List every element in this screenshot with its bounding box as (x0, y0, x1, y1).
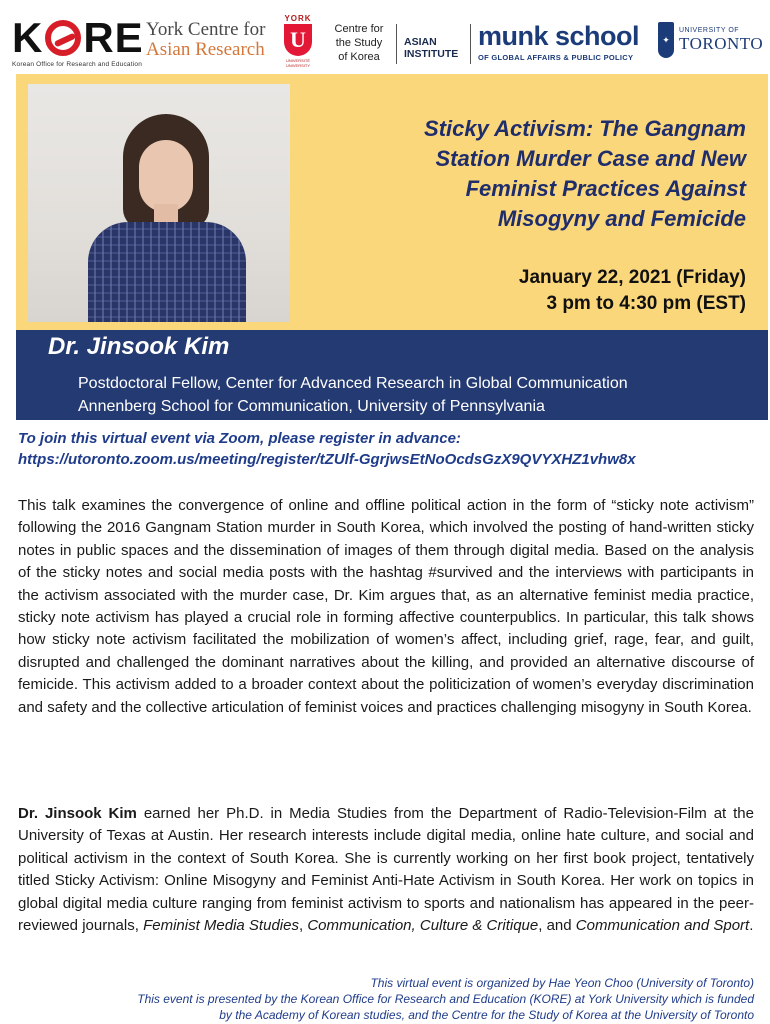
footer-line2: This event is presented by the Korean Office for Research and Education (KORE) at York University which is funded (137, 992, 754, 1006)
uoft-logo (658, 22, 763, 58)
kore-circle-icon (45, 20, 81, 56)
bio-journal-1: Feminist Media Studies (143, 917, 299, 935)
york-shield-icon: U (284, 24, 312, 56)
event-title-line: Sticky Activism: The Gangnam (424, 116, 746, 141)
logo-bar (0, 0, 770, 84)
event-title-line: Misogyny and Femicide (497, 206, 746, 231)
speaker-name: Dr. Jinsook Kim (48, 333, 230, 360)
event-title-line: Feminist Practices Against (465, 176, 746, 201)
bio-sep-2: , and (538, 917, 576, 935)
munk-school-logo (478, 22, 650, 62)
event-datetime (330, 265, 746, 317)
asian-line2: INSTITUTE (404, 48, 459, 60)
csk-line1: Centre for (334, 23, 384, 35)
york-top-text: YORK (284, 14, 312, 23)
asian-line1: ASIAN (404, 36, 437, 48)
footer-line1: This virtual event is organized by Hae Yeon Choo (University of Toronto) (370, 976, 754, 990)
york-centre-line1: York Centre for (146, 19, 266, 40)
uoft-line2: TORONTO (679, 33, 764, 53)
zoom-registration (18, 428, 758, 470)
csk-line3: of Korea (338, 51, 380, 63)
zoom-prompt: To join this virtual event via Zoom, please register in advance: (18, 430, 461, 447)
event-time: 3 pm to 4:30 pm (EST) (546, 293, 746, 314)
york-university-text: UNIVERSITÉ UNIVERSITY (285, 58, 310, 68)
speaker-affiliation (78, 372, 628, 418)
munk-line2: OF GLOBAL AFFAIRS & PUBLIC POLICY (478, 53, 634, 62)
york-university-logo (282, 14, 314, 68)
event-title (330, 114, 746, 234)
uoft-crest-icon: ✦ (658, 22, 674, 58)
kore-subtitle: Korean Office for Research and Education (12, 61, 143, 68)
event-title-line: Station Murder Case and New (435, 146, 746, 171)
bio-sep-1: , (298, 917, 308, 935)
bio-paragraph (18, 803, 754, 937)
bio-name: Dr. Jinsook Kim (18, 805, 137, 822)
event-date: January 22, 2021 (Friday) (518, 267, 746, 288)
abstract-paragraph: This talk examines the convergence of online and offline political action in the form of “sticky note activism” following the 2016 Gangnam Station murder in South Korea, which involved the posting of hand-written sticky notes in public spaces and the dissemination of images of them through digital media. Based on the analysis of the sticky notes and social media posts with the hashtag #survived and the interviews with participants in the activism associated with the murder case, Dr. Kim argues that, as an alternative feminist media practice, sticky note activism has played a crucial role in forming affective counterpublics. In particular, this talk shows how sticky note activism facilitated the mobilization of women’s affect, including grief, rage, fear, and guilt, disrupted and challenged the dominant narratives about the killing, and provided an alternative discourse of femicide. This activism added to a broader context about the politicization of women’s everyday discrimination and safety and the collective articulation of feminist voices and practices challenging misogyny in South Korea. (18, 497, 754, 716)
logo-divider (470, 24, 471, 64)
logo-divider (396, 24, 397, 64)
asian-institute-logo (404, 36, 458, 60)
york-centre-line2: Asian Research (146, 39, 265, 60)
footer-credits (18, 975, 754, 1023)
bio-text: earned her Ph.D. in Media Studies from the Department of Radio-Television-Film at the University of Texas at Austin. Her research interests include digital media, online hate culture, and social and political activism in the context of South Korea. She is currently working on her first book project, tentatively titled Sticky Activism: Online Misogyny and Feminist Anti-Hate Activism in South Korea. Her work on topics in global digital media culture ranging from feminist activism to sports and nationalism has appeared in the peer-reviewed journals, (18, 805, 754, 935)
bio-journal-3: Communication and Sport (575, 917, 750, 935)
zoom-link[interactable]: https://utoronto.zoom.us/meeting/register/tZUlf-GgrjwsEtNoOcdsGzX9QVYXHZ1vhw8x (18, 451, 636, 468)
uoft-line1: UNIVERSITY OF (679, 26, 740, 34)
affiliation-line2: Annenberg School for Communication, University of Pennsylvania (78, 398, 545, 415)
csk-line2: the Study (335, 37, 383, 49)
footer-line3: by the Academy of Korean studies, and the Centre for the Study of Korea at the University of Toronto (219, 1008, 754, 1022)
bio-journal-2: Communication, Culture & Critique (307, 917, 539, 935)
centre-study-korea-logo (328, 22, 390, 64)
kore-logo-k: K (12, 14, 44, 61)
kore-logo-re: RE (83, 14, 144, 61)
kore-logo (12, 14, 144, 68)
york-centre-logo (146, 20, 265, 60)
bio-end: . (749, 917, 754, 935)
affiliation-line1: Postdoctoral Fellow, Center for Advanced Research in Global Communication (78, 375, 628, 392)
munk-line1: munk school (478, 21, 640, 51)
speaker-photo (28, 84, 290, 322)
